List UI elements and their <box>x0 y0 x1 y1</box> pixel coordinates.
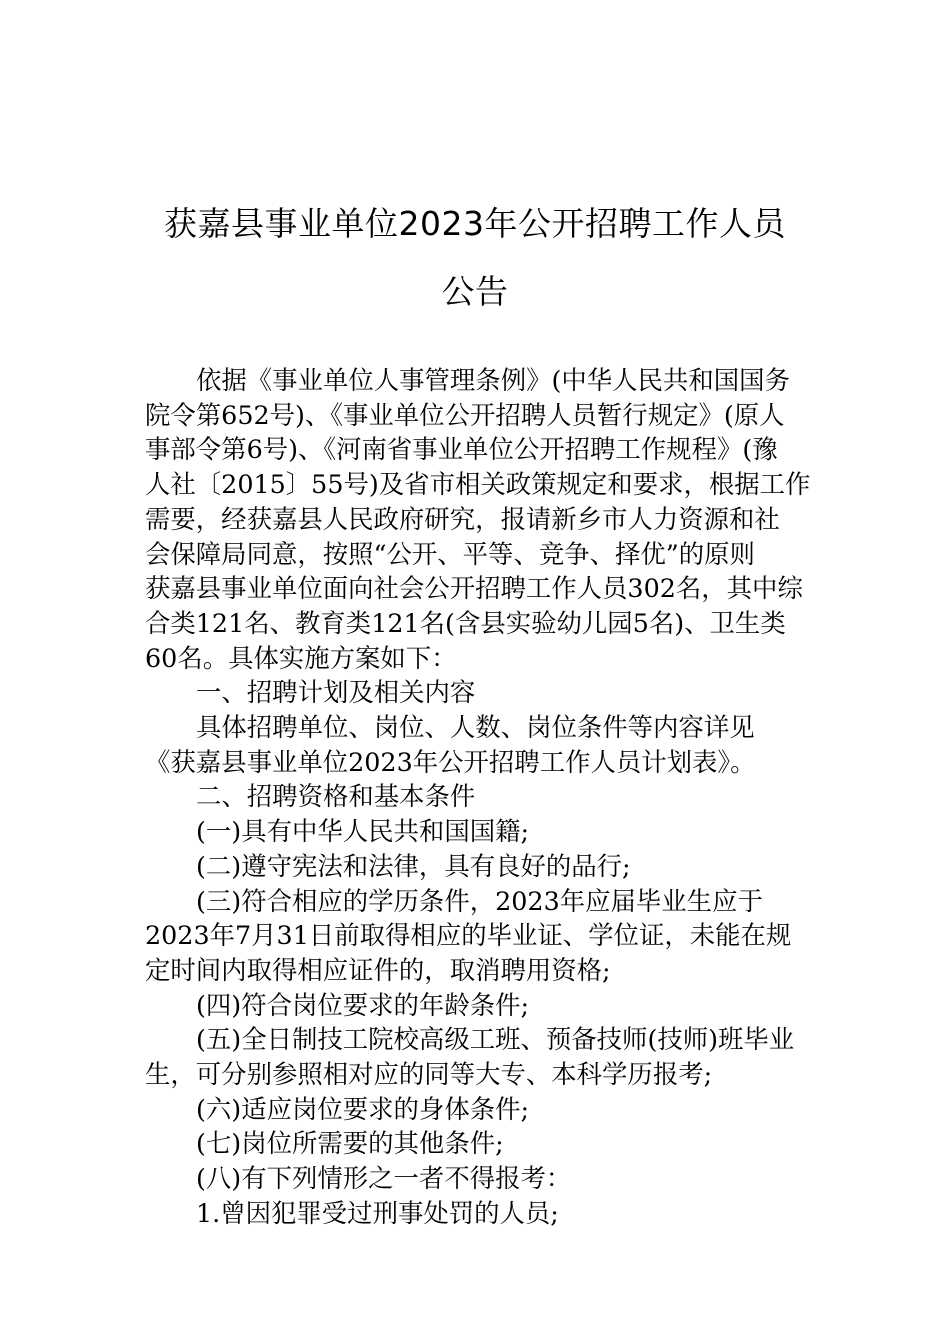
paragraph-line: 依据《事业单位人事管理条例》(中华人民共和国国务 <box>196 365 790 395</box>
paragraph-line: 2023年7月31日前取得相应的毕业证、学位证，未能在规 <box>145 920 792 951</box>
list-item: (四)符合岗位要求的年龄条件; <box>196 989 530 1020</box>
paragraph-line: 合类121名、教育类121名(含县实验幼儿园5名)、卫生类 <box>145 607 786 638</box>
list-item: (一)具有中华人民共和国国籍; <box>196 816 530 847</box>
paragraph-line: 需要，经获嘉县人民政府研究，报请新乡市人力资源和社 <box>145 503 780 534</box>
section-heading: 一、招聘计划及相关内容 <box>196 677 476 708</box>
section-heading: 二、招聘资格和基本条件 <box>196 781 476 812</box>
paragraph-line: 定时间内取得相应证件的，取消聘用资格; <box>145 954 611 985</box>
paragraph-line: 事部令第6号)、《河南省事业单位公开招聘工作规程》(豫 <box>145 434 778 465</box>
paragraph-line: 具体招聘单位、岗位、人数、岗位条件等内容详见 <box>196 712 755 743</box>
document-title-line-1: 获嘉县事业单位2023年公开招聘工作人员 <box>164 204 786 243</box>
paragraph-line: 《获嘉县事业单位2023年公开招聘工作人员计划表》。 <box>145 746 756 777</box>
paragraph-line: 会保障局同意，按照“公开、平等、竞争、择优”的原则 <box>145 538 755 569</box>
paragraph-line: 院令第652号)、《事业单位公开招聘人员暂行规定》(原人 <box>145 399 785 430</box>
paragraph-line: 生，可分别参照相对应的同等大专、本科学历报考; <box>145 1059 713 1090</box>
list-item: (三)符合相应的学历条件，2023年应届毕业生应于 <box>196 885 763 916</box>
list-item: (七)岗位所需要的其他条件; <box>196 1128 504 1159</box>
paragraph-line: 60名。具体实施方案如下： <box>145 642 457 673</box>
paragraph-line: 获嘉县事业单位面向社会公开招聘工作人员302名，其中综 <box>145 573 803 604</box>
paragraph-line: 人社〔2015〕55号)及省市相关政策规定和要求，根据工作 <box>145 469 811 500</box>
document-title-line-2: 公告 <box>441 272 509 311</box>
list-item: (八)有下列情形之一者不得报考： <box>196 1163 572 1194</box>
list-item: (二)遵守宪法和法律，具有良好的品行; <box>196 850 631 881</box>
list-item: (六)适应岗位要求的身体条件; <box>196 1093 530 1124</box>
list-item: 1.曾因犯罪受过刑事处罚的人员; <box>196 1197 559 1228</box>
document-body <box>145 363 810 1231</box>
list-item: (五)全日制技工院校高级工班、预备技师(技师)班毕业 <box>196 1024 795 1055</box>
